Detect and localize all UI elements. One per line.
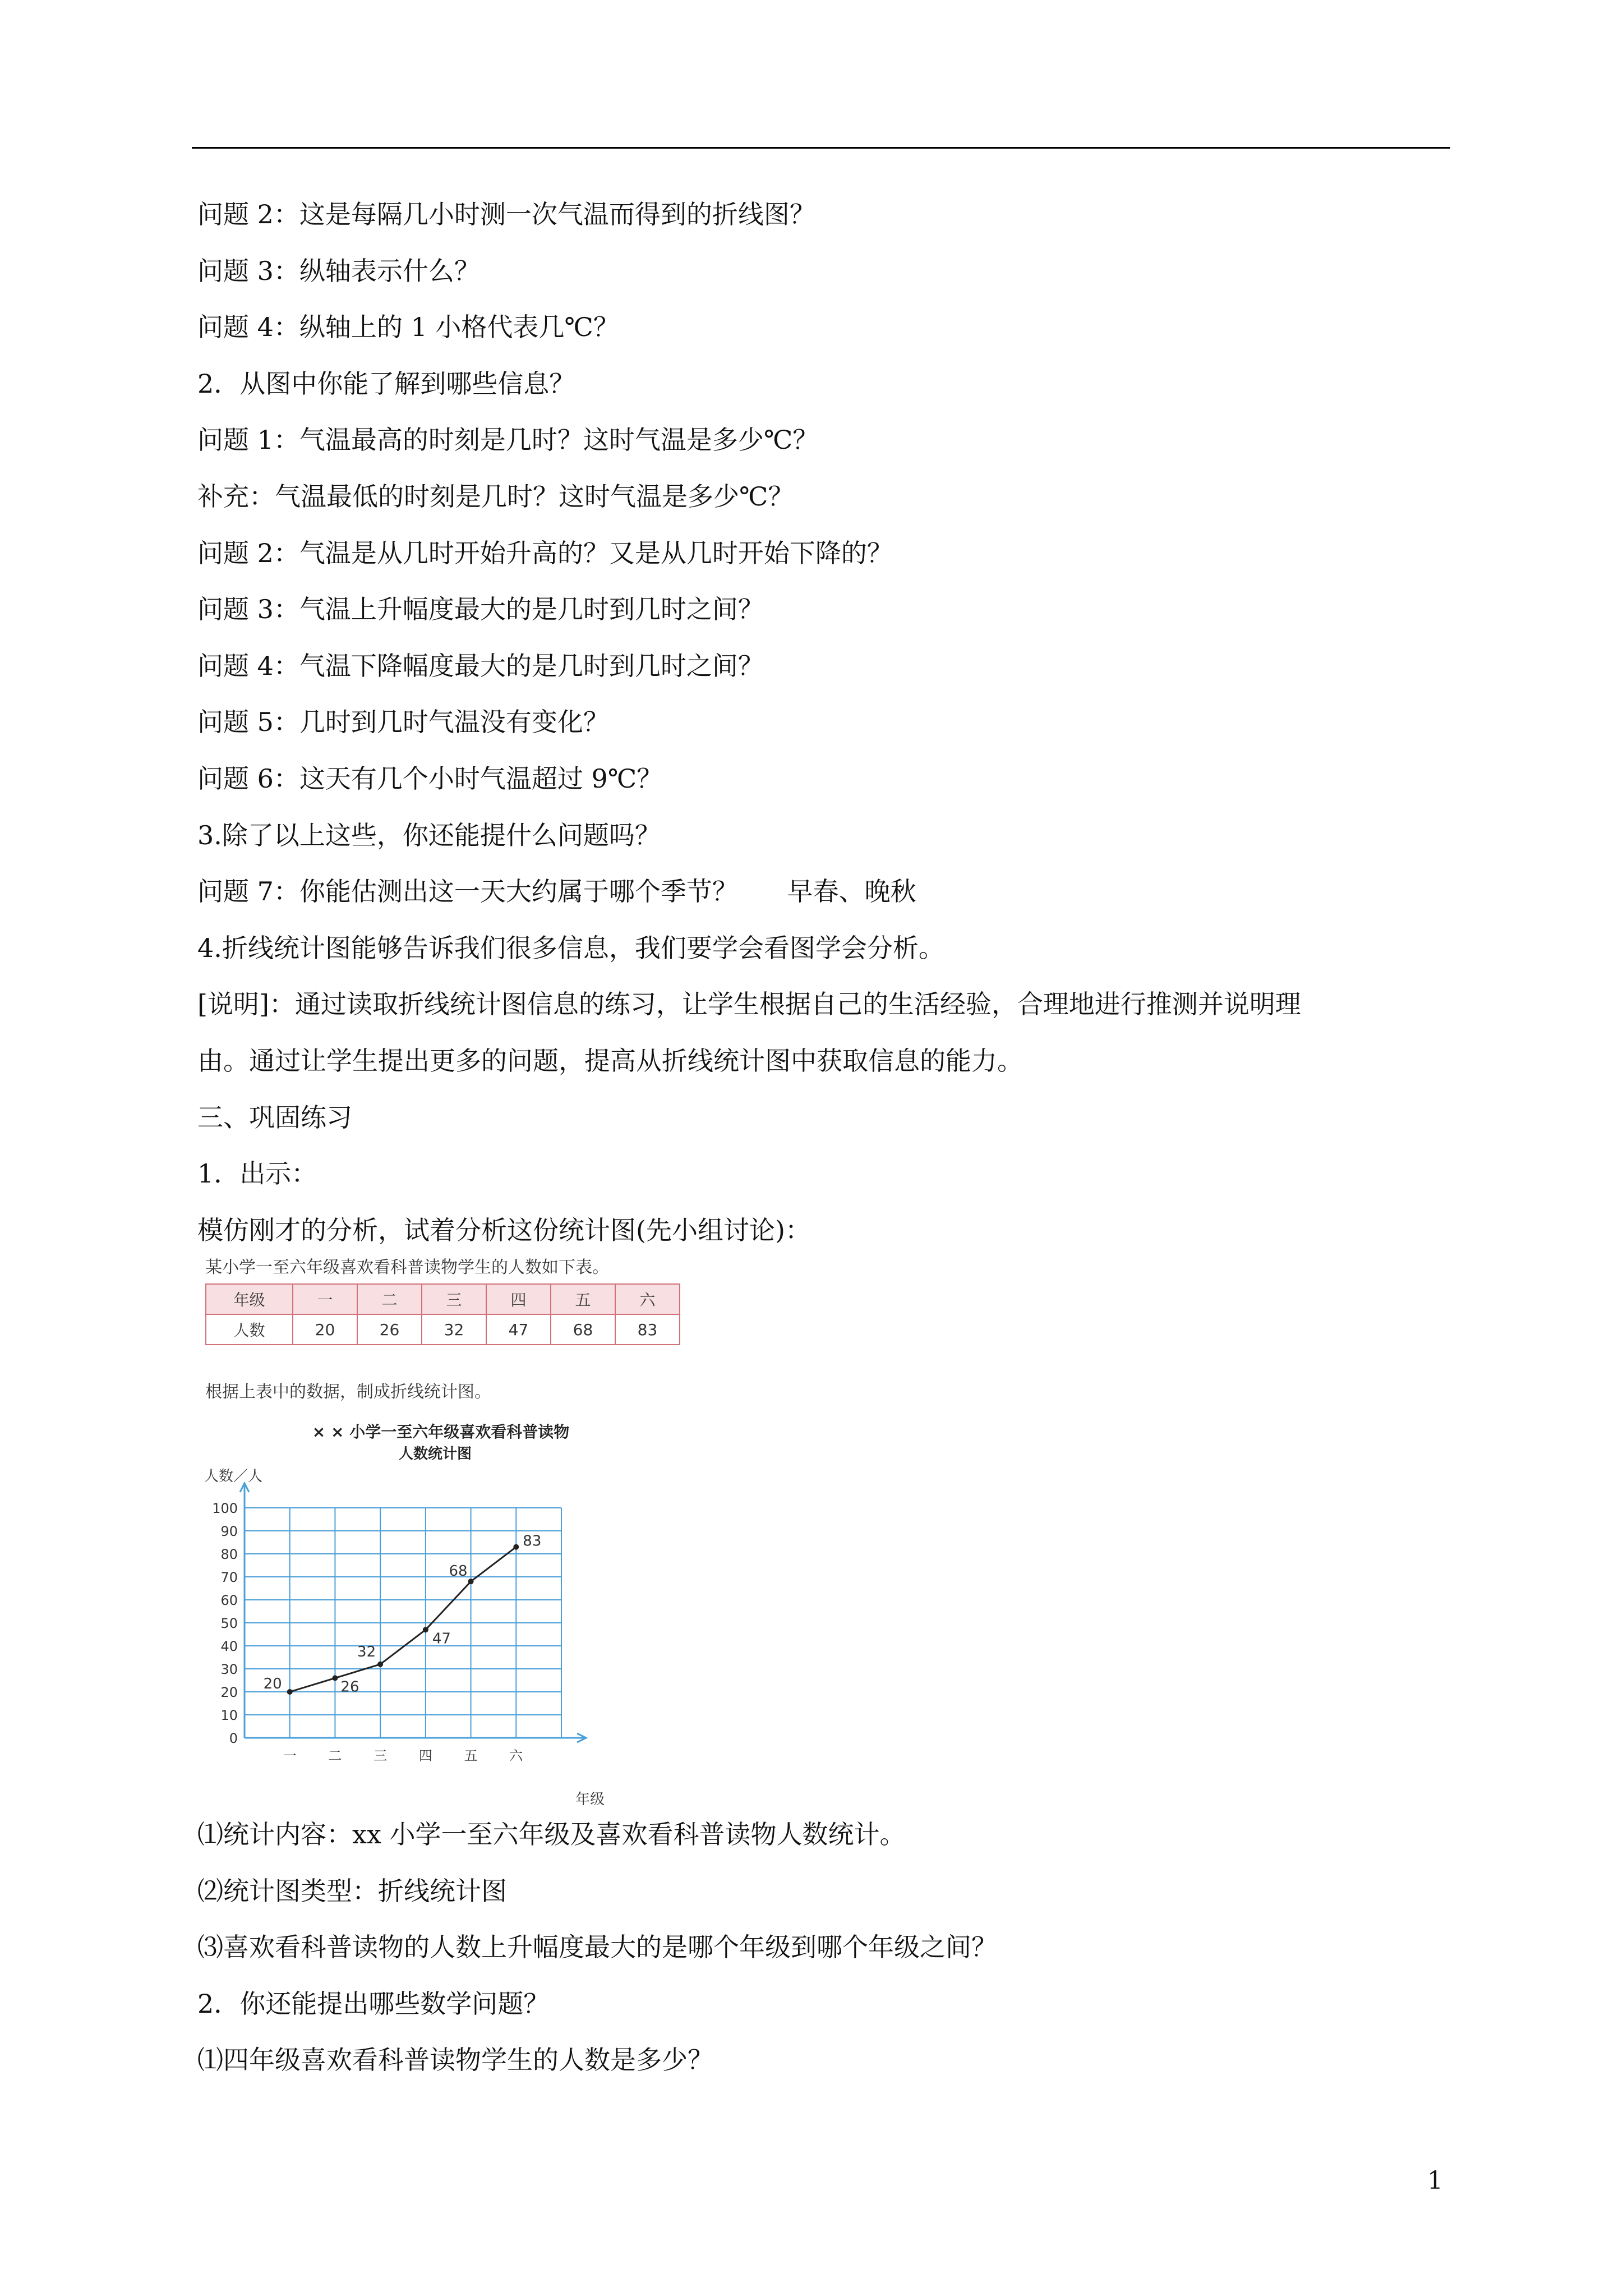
text-line: 3.除了以上这些，你还能提什么问题吗？: [197, 820, 661, 850]
table-cell: 二: [357, 1284, 422, 1314]
text-line: 三、巩固练习: [197, 1102, 352, 1133]
table-cell: 四: [486, 1284, 551, 1314]
line-chart: [200, 1418, 693, 1805]
data-point: [332, 1675, 338, 1681]
y-axis-label: 人数／人: [204, 1468, 263, 1485]
y-tick-label: 80: [220, 1547, 238, 1562]
text-line: ⑶喜欢看科普读物的人数上升幅度最大的是哪个年级到哪个年级之间？: [197, 1932, 997, 1963]
table-cell: 83: [615, 1314, 680, 1345]
x-tick-label: 三: [374, 1748, 388, 1764]
text-line: 问题 5：几时到几时气温没有变化？: [197, 707, 609, 738]
table-note: 根据上表中的数据，制成折线统计图。: [205, 1382, 491, 1402]
header-rule: [192, 147, 1450, 149]
data-label: 26: [340, 1678, 359, 1696]
y-tick-label: 70: [220, 1570, 238, 1585]
data-label: 47: [432, 1630, 451, 1648]
y-tick-label: 30: [220, 1662, 238, 1677]
text-line: 问题 4：气温下降幅度最大的是几时到几时之间？: [197, 650, 764, 681]
table-caption: 某小学一至六年级喜欢看科普读物学生的人数如下表。: [205, 1258, 609, 1277]
table-row-count: [206, 1314, 680, 1345]
text-line: 由。通过让学生提出更多的问题，提高从折线统计图中获取信息的能力。: [197, 1046, 1023, 1076]
text-line: 2．从图中你能了解到哪些信息？: [197, 368, 575, 399]
table-cell: 三: [422, 1284, 486, 1314]
text-line: 问题 7：你能估测出这一天大约属于哪个季节？ 早春、晚秋: [197, 876, 916, 907]
text-line: 补充：气温最低的时刻是几时？这时气温是多少℃？: [197, 481, 794, 512]
text-line: 问题 3：纵轴表示什么？: [197, 255, 480, 286]
chart-title-line1: × × 小学一至六年级喜欢看科普读物: [312, 1423, 570, 1441]
exercise-figure: [200, 1257, 693, 1806]
table-row-grade: [206, 1284, 680, 1314]
table-cell: 六: [615, 1284, 680, 1314]
data-point: [513, 1544, 519, 1550]
text-line: ⑴四年级喜欢看科普读物学生的人数是多少？: [197, 2045, 713, 2076]
chart-title-line2: 人数统计图: [398, 1446, 472, 1462]
text-line: 2．你还能提出哪些数学问题？: [197, 1988, 550, 2019]
y-tick-label: 10: [220, 1708, 238, 1723]
text-line: 问题 1：气温最高的时刻是几时？这时气温是多少℃？: [197, 425, 819, 455]
y-tick-label: 100: [212, 1501, 238, 1516]
data-point: [287, 1689, 293, 1695]
table-cell: 20: [293, 1314, 357, 1345]
y-tick-label: 40: [220, 1639, 238, 1654]
text-line: 问题 3：气温上升幅度最大的是几时到几时之间？: [197, 594, 764, 625]
data-label: 32: [357, 1643, 376, 1660]
y-tick-label: 60: [220, 1593, 238, 1608]
page-number: 1: [1427, 2166, 1443, 2195]
table-cell: 47: [486, 1314, 551, 1345]
text-line: 问题 2：气温是从几时开始升高的？又是从几时开始下降的？: [197, 537, 893, 568]
table-cell: 五: [551, 1284, 615, 1314]
text-line: [说明]：通过读取折线统计图信息的练习，让学生根据自己的生活经验，合理地进行推测并说明理: [197, 989, 1301, 1020]
x-tick-label: 四: [418, 1748, 432, 1764]
table-cell: 32: [422, 1314, 486, 1345]
data-label: 83: [523, 1533, 542, 1550]
text-line: 问题 2：这是每隔几小时测一次气温而得到的折线图？: [197, 199, 815, 229]
x-tick-label: 五: [464, 1748, 478, 1764]
text-line: 问题 6：这天有几个小时气温超过 9℃？: [197, 763, 663, 794]
y-tick-label: 50: [220, 1616, 238, 1631]
y-tick-label: 0: [229, 1731, 238, 1746]
data-table: [205, 1283, 680, 1345]
text-line: 问题 4：纵轴上的 1 小格代表几℃？: [197, 312, 619, 343]
table-header-grade: 年级: [206, 1284, 293, 1314]
y-tick-label: 90: [220, 1524, 238, 1539]
text-line: ⑴统计内容：xx 小学一至六年级及喜欢看科普读物人数统计。: [197, 1819, 906, 1849]
data-point: [468, 1579, 474, 1584]
data-label: 68: [449, 1563, 468, 1580]
y-tick-label: 20: [220, 1685, 238, 1700]
x-axis-label: 年级: [575, 1791, 605, 1805]
data-label: 20: [263, 1676, 282, 1692]
series-line: [290, 1547, 517, 1692]
x-tick-label: 二: [328, 1748, 342, 1764]
data-point: [377, 1662, 383, 1667]
table-cell: 26: [357, 1314, 422, 1345]
data-point: [423, 1627, 428, 1632]
table-cell: 68: [551, 1314, 615, 1345]
text-line: 1．出示：: [197, 1158, 317, 1189]
table-cell: 一: [293, 1284, 357, 1314]
table-header-count: 人数: [206, 1314, 293, 1345]
text-line: 4.折线统计图能够告诉我们很多信息，我们要学会看图学会分析。: [197, 932, 944, 963]
x-tick-label: 六: [509, 1748, 523, 1764]
text-line: ⑵统计图类型：折线统计图: [197, 1875, 507, 1906]
x-tick-label: 一: [283, 1748, 297, 1764]
text-line: 模仿刚才的分析，试着分析这份统计图(先小组讨论)：: [197, 1214, 811, 1245]
